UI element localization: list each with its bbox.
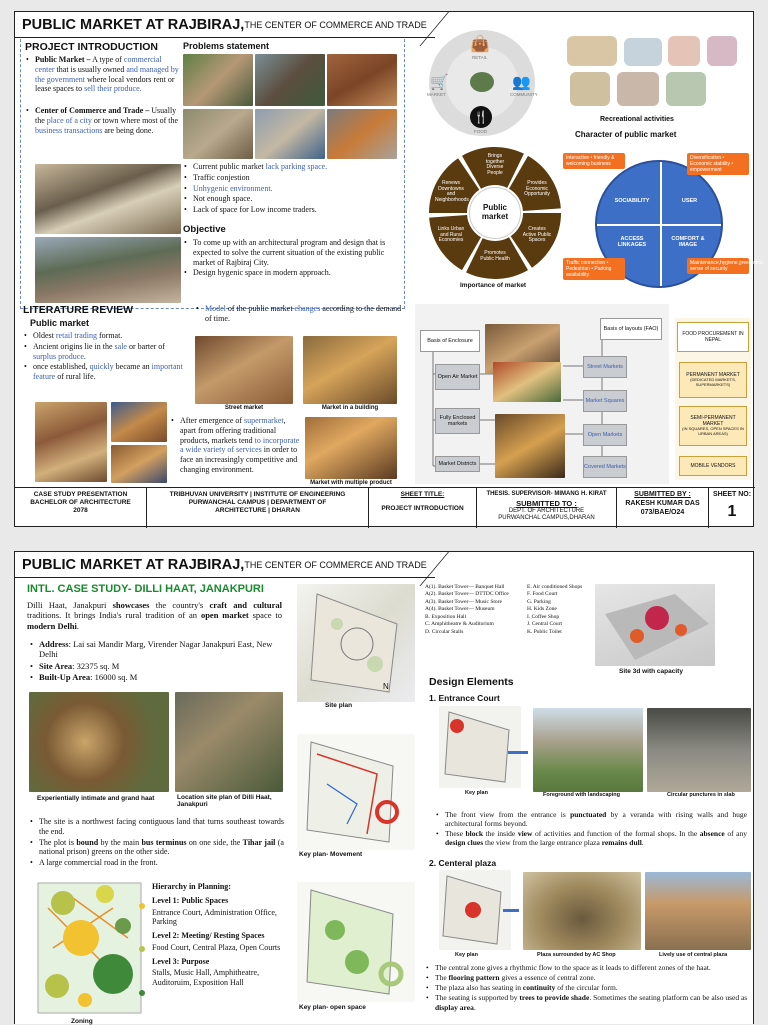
importance-petal: Brings together Diverse People <box>485 153 505 176</box>
location-caption: Location site plan of Dilli Haat, Janakpuri <box>177 794 272 808</box>
layout-item: Open Markets <box>583 424 627 446</box>
street-market-caption: Street market <box>224 405 264 411</box>
plaza-photo <box>523 872 641 950</box>
layout-item: Covered Markets <box>583 456 627 478</box>
problem-item: • Traffic conjestion <box>183 173 398 183</box>
food-icon: 🍴 <box>470 106 492 128</box>
sheet-subtitle: THE CENTER OF COMMERCE AND TRADE <box>244 19 427 30</box>
enclosure-diagram <box>415 304 669 484</box>
case-study-facts <box>29 639 284 683</box>
problem-photo <box>327 109 397 159</box>
literature-item: • Ancient origins lie in the sale or barter of surplus produce. <box>23 342 188 362</box>
layouts-title: Basis of layouts (FAO) <box>600 318 662 340</box>
globe-icon <box>470 72 494 92</box>
literature-item: • once established, quickly became an important feature of rural life. <box>23 362 188 382</box>
site-plan-drawing <box>297 584 415 702</box>
titleblock-course: CASE STUDY PRESENTATION BACHELOR OF ARCHITECTURE 2078 <box>15 487 147 528</box>
procurement-item: PERMANENT MARKET (DEDICATED MARKETS, SUPERMARKETS) <box>679 362 747 398</box>
venn-community-label: COMMUNITY <box>510 92 538 97</box>
music-illustration <box>617 72 659 106</box>
supermarket-text: • After emergence of supermarket, apart from offering traditional products, markets tend to incorporate a wide variety of services in order to face an increasingly competitive and changing environment. <box>171 416 300 474</box>
literature-item: • Oldest retail trading format. <box>23 331 188 341</box>
fact-item: • Site Area: 32375 sq. M <box>29 661 284 671</box>
importance-petal: Links Urban and Rural Economies <box>437 226 465 243</box>
location-site-photo <box>175 692 283 792</box>
problem-photo <box>327 54 397 106</box>
fact-item: • Built-Up Area: 16000 sq. M <box>29 672 284 682</box>
intro-list <box>25 55 183 136</box>
seating-illustration <box>570 72 610 106</box>
central-plaza-heading: 2. Centeral plaza <box>429 858 497 868</box>
sheet-subtitle: THE CENTER OF COMMERCE AND TRADE <box>244 559 427 570</box>
plaza-points-list <box>425 963 751 1013</box>
open-space-caption: Key plan- open space <box>299 1004 366 1011</box>
titleblock-supervisor: THESIS. SUPERVISOR- MIMANG H. KIRAT SUBMITTED TO : DEPT. OF ARCHITECTURE PURWANCHAL CAMPUS,DHARAN <box>477 487 617 528</box>
sheet-2 <box>14 551 754 1024</box>
shopping-illustration <box>707 36 737 66</box>
sheet-title: PUBLIC MARKET AT RAJBIRAJ, <box>22 556 245 573</box>
painting-photo <box>111 445 167 483</box>
problem-photo <box>183 109 253 159</box>
plaza-caption: Plaza surrounded by AC Shop <box>537 952 616 958</box>
site-3d-caption: Site 3d with capacity <box>619 668 683 675</box>
literature-list <box>23 331 188 383</box>
procurement-item: SEMI-PERMANENT MARKET (IN SQUARES, OPEN SPACES IN URBAN AREAS) <box>679 406 747 446</box>
problem-photo <box>255 109 325 159</box>
plaza-key-caption: Key plan <box>455 952 478 958</box>
quadrant-label: SOCIABILITY <box>614 198 650 204</box>
market-building-photo <box>303 336 397 404</box>
character-box: Diversification • Economic stability • empowerment <box>687 153 749 175</box>
foreground-caption: Foreground with landscaping <box>543 792 620 798</box>
cafe-illustration <box>567 36 617 66</box>
lively-plaza-photo <box>645 872 751 950</box>
lively-caption: Lively use of central plaza <box>659 952 728 958</box>
importance-petal: Provides Economic Opportunity <box>524 180 550 197</box>
family-illustration <box>666 72 706 106</box>
foreground-photo <box>533 708 643 792</box>
problem-photo <box>183 54 253 106</box>
level-2-marker <box>139 946 145 952</box>
case-study-intro: Dilli Haat, Janakpuri showcases the country's craft and cultural traditions. It brings India's rural tradition of an open market space to modern Delhi. <box>27 600 282 631</box>
titleblock-submitted-by: SUBMITTED BY : RAKESH KUMAR DAS 073/BAE/O24 <box>617 487 709 528</box>
quadrant-label: ACCESS LINKAGES <box>617 236 647 248</box>
intro-item: • Public Market – A type of commercial center that is usually owned and managed by the government where local vendors rent or lease spaces to sell their produce. <box>25 55 183 94</box>
character-box: Maintenance,hygiene,greeneries, sense of security <box>687 258 749 274</box>
movement-caption: Key plan- Movement <box>299 851 363 858</box>
arrow-icon <box>508 751 528 754</box>
importance-diagram <box>427 145 563 281</box>
site-legend-left: A(1). Basket Tower— Banquet Hall A(2). Basket Tower— DTTDC Office A(3). Basket Tower— Music Store A(4). Basket Tower— Museum B. Exposition Hall C. Amphitheatre & Auditorium D. Circular Stalls <box>425 584 509 635</box>
layout-item: Street Markets <box>583 356 627 378</box>
intro-item: • Center of Commerce and Trade – Usually the place of a city or town where most of the business transactions are being done. <box>25 106 183 135</box>
titleblock-university: TRIBHUVAN UNIVERSITY | INSTITUTE OF ENGINEERING PURWANCHAL CAMPUS | DEPARTMENT OF ARCHITECTURE | DHARAN <box>147 487 369 528</box>
quadrant-label: USER <box>681 198 698 204</box>
market-venn-diagram <box>412 28 552 138</box>
quadrant-label: COMFORT & IMAGE <box>671 236 705 248</box>
open-space-key-plan <box>297 882 415 1002</box>
problem-item: • Current public market lack parking space. <box>183 162 398 172</box>
shopping-bag-icon: 👜 <box>470 36 490 53</box>
level-3-marker <box>139 990 145 996</box>
titleblock-sheet-number: SHEET NO: 1 <box>709 487 755 528</box>
cart-icon: 🛒 <box>430 74 449 91</box>
objective-heading: Objective <box>183 224 226 235</box>
sheet-1 <box>14 11 764 527</box>
plaza-point: • The flooring pattern gives a essence of central zone. <box>425 973 751 982</box>
painting-photo <box>35 402 107 482</box>
recreational-caption: Recreational activities <box>600 116 674 123</box>
sheet-title-banner <box>15 552 435 578</box>
character-caption: Character of public market <box>575 130 677 139</box>
venn-food-label: FOOD <box>474 129 487 134</box>
plaza-point: • The plaza also has seating in continuity of the circular form. <box>425 983 751 992</box>
venn-retail-label: RETAIL <box>472 55 488 60</box>
design-elements-heading: Design Elements <box>429 676 514 688</box>
community-icon: 👥 <box>512 74 531 91</box>
character-box: Interactive • friendly & welcoming business <box>563 153 625 169</box>
importance-petal: Renews Downtowns and Neighborhoods <box>435 180 469 203</box>
fact-item: • Address: Lai sai Mandir Marg, Virender Nagar Janakpuri East, New Delhi <box>29 639 284 660</box>
procurement-title: FOOD PROCUREMENT IN NEPAL <box>677 322 749 352</box>
problems-heading: Problems statement <box>183 41 270 51</box>
importance-caption: Importance of market <box>460 282 527 289</box>
multi-product-caption: Market with multiple product <box>310 480 392 486</box>
entrance-court-heading: 1. Entrance Court <box>429 693 500 703</box>
zoning-caption: Zoning <box>71 1018 93 1025</box>
intro-heading: PROJECT INTRODUCTION <box>25 41 159 53</box>
entrance-key-caption: Key plan <box>465 790 488 796</box>
character-box: Traffic connection • Pedestrian • Parking availability <box>563 258 625 280</box>
venn-market-label: MARKET <box>427 92 446 97</box>
entrance-key-plan <box>439 706 521 788</box>
literature-subheading: Public market <box>30 318 90 328</box>
site-legend-right: E. Air conditioned Shops F. Food Court G. Parking H. Kids Zone I. Coffee Shop J. Central Court K. Public Toilet <box>527 584 583 635</box>
problem-item: • Unhygenic environment. <box>183 184 398 194</box>
enclosure-photo <box>493 362 561 402</box>
problems-list <box>183 162 398 216</box>
site-plan-caption: Site plan <box>325 702 353 709</box>
supermarket-photo <box>35 164 181 234</box>
north-arrow-icon: N <box>383 682 389 691</box>
street-market-photo <box>195 336 293 404</box>
objective-item: • To come up with an architectural program and design that is expected to solve the current situation of the existing public market of Rajbiraj City. <box>183 238 398 267</box>
chat-illustration <box>624 38 662 66</box>
importance-petal: Creates Active Public Spaces <box>522 226 552 243</box>
site-points-list <box>29 817 284 869</box>
site-point: • The plot is bound by the main bus terminus on one side, the Tihar jail (a national prison) greens on the other side. <box>29 838 284 858</box>
problem-item: • Not enough space. <box>183 194 398 204</box>
model-text: • Model of the public market changes according to the demand of time. <box>196 304 402 323</box>
market-stall-photo <box>35 237 181 303</box>
problem-photo <box>255 54 325 106</box>
procurement-item: MOBILE VENDORS <box>679 456 747 476</box>
sheet-title: PUBLIC MARKET AT RAJBIRAJ, <box>22 16 245 33</box>
zoning-diagram <box>33 878 145 1018</box>
plaza-key-plan <box>439 870 511 950</box>
objectives-list <box>183 238 398 279</box>
entrance-point: • The front view from the entrance is punctuated by a veranda with rising walls and huge architectural forms beyond. <box>435 810 747 828</box>
painting-photo <box>111 402 167 442</box>
circular-caption: Circular punctures in slab <box>667 792 735 798</box>
plaza-point: • The central zone gives a rhythmic flow to the space as it leads to different zones of the haat. <box>425 963 751 972</box>
entrance-points-list <box>435 810 747 849</box>
circular-punctures-photo <box>647 708 751 792</box>
importance-center: Public market <box>469 187 521 239</box>
literature-heading: LITERATURE REVIEW <box>23 304 134 316</box>
site-point: • The site is a northwest facing contiguous land that turns southeast towards the end. <box>29 817 284 837</box>
plaza-point: • The seating is supported by trees to provide shade. Sometimes the seating platform can be also used as display area. <box>425 993 751 1011</box>
arrow-icon <box>503 909 519 912</box>
sheet-title-banner <box>15 12 435 38</box>
site-point: • A large commercial road in the front. <box>29 858 284 868</box>
problem-item: • Lack of space for Low income traders. <box>183 205 398 215</box>
objective-item: • Design hygenic space in modern approach. <box>183 268 398 278</box>
food-procurement-panel <box>675 318 751 480</box>
layout-item: Market Squares <box>583 390 627 412</box>
hierarchy-text: Hierarchy in Planning: Level 1: Public Spaces Entrance Court, Administration Office, Parking Level 2: Meeting/ Resting Spaces Food Court, Central Plaza, Open Courts Level 3: Purpose Stalls, Music Hall, Amphitheatre, Auditoruim, Exposition Hall <box>152 882 281 987</box>
enclosure-item: Fully Enclosed markets <box>435 408 480 434</box>
site-3d-model <box>595 584 715 666</box>
titleblock-sheet-title: SHEET TITLE: PROJECT INTRODUCTION <box>369 487 477 528</box>
aerial-caption: Experientially intimate and grand haat <box>37 795 155 802</box>
enclosure-item: Market Districts <box>435 456 480 472</box>
entrance-point: • These block the inside view of activities and function of the formal shops. In the absence of any design clues the view from the large entrance plaza remains dull. <box>435 829 747 847</box>
level-1-marker <box>139 903 145 909</box>
case-study-heading: INTL. CASE STUDY- DILLI HAAT, JANAKPURI <box>27 583 264 595</box>
recreational-illustrations <box>562 32 752 112</box>
aerial-photo <box>29 692 169 792</box>
enclosure-item: Open Air Market <box>435 364 480 390</box>
people-illustration <box>668 36 700 66</box>
movement-key-plan <box>297 734 415 850</box>
importance-petal: Promotes Public Health <box>480 250 510 262</box>
enclosure-title: Basis of Enclosure <box>420 330 480 352</box>
market-building-caption: Market in a building <box>321 405 379 411</box>
enclosure-photo <box>495 414 565 478</box>
multi-product-photo <box>305 417 397 479</box>
